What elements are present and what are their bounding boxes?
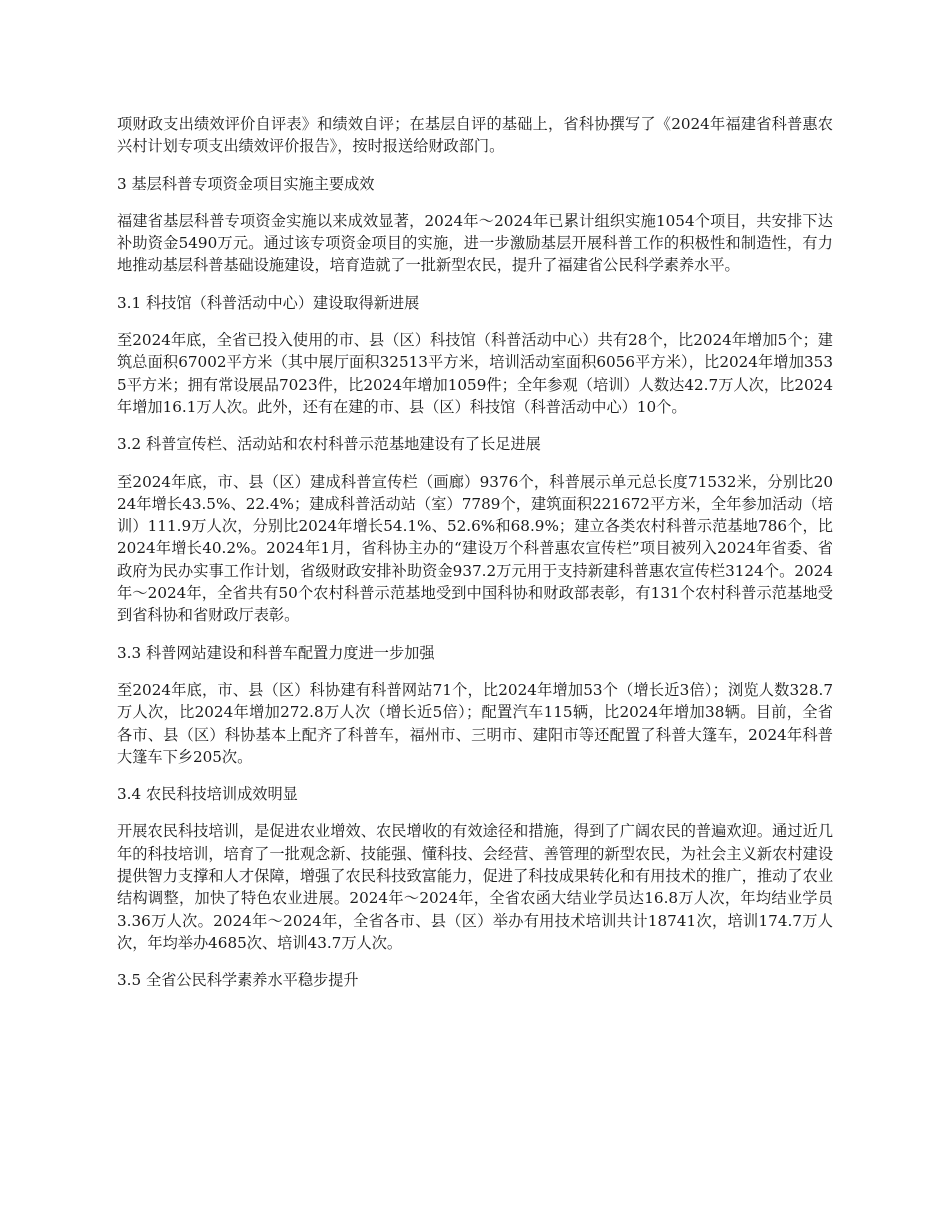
section-3-3-paragraph: 至2024年底，市、县（区）科协建有科普网站71个，比2024年增加53个（增长近3倍）；浏览人数328.7万人次，比2024年增加272.8万人次（增长近5倍）；配置汽车115辆，比2024年增加38辆。目前，全省各市、县（区）科协基本上配齐了科普车，福州市、三明市、建阳市等还配置了科普大篷车，2024年科普大篷车下乡205次。 — [117, 680, 833, 766]
document-page — [117, 113, 833, 1007]
section-3-2-heading: 3.2 科普宣传栏、活动站和农村科普示范基地建设有了长足进展 — [117, 435, 541, 454]
section-3-1-paragraph: 至2024年底，全省已投入使用的市、县（区）科技馆（科普活动中心）共有28个，比2024年增加5个；建筑总面积67002平方米（其中展厅面积32513平方米，培训活动室面积6056平方米），比2024年增加3535平方米；拥有常设展品7023件，比2024年增加1059件；全年参观（培训）人数达42.7万人次，比2024年增加16.1万人次。此外，还有在建的市、县（区）科技馆（科普活动中心）10个。 — [117, 331, 833, 416]
section-3-1-heading: 3.1 科技馆（科普活动中心）建设取得新进展 — [117, 293, 420, 312]
section-3-5-heading: 3.5 全省公民科学素养水平稳步提升 — [117, 971, 359, 990]
section-3-4-heading: 3.4 农民科技培训成效明显 — [117, 785, 298, 804]
paragraph-intro-continued: 项财政支出绩效评价自评表》和绩效自评；在基层自评的基础上，省科协撰写了《2024年福建省科普惠农兴村计划专项支出绩效评价报告》，按时报送给财政部门。 — [117, 115, 833, 156]
section-3-paragraph: 福建省基层科普专项资金实施以来成效显著，2024年～2024年已累计组织实施1054个项目，共安排下达补助资金5490万元。通过该专项资金项目的实施，进一步激励基层开展科普工作的积极性和制造性，有力地推动基层科普基础设施建设，培育造就了一批新型农民，提升了福建省公民科学素养水平。 — [117, 211, 833, 275]
section-3-heading: 3 基层科普专项资金项目实施主要成效 — [117, 174, 375, 193]
section-3-4-paragraph: 开展农民科技培训，是促进农业增效、农民增收的有效途径和措施，得到了广阔农民的普遍欢迎。通过近几年的科技培训，培育了一批观念新、技能强、懂科技、会经营、善管理的新型农民，为社会主义新农村建设提供智力支撑和人才保障，增强了农民科技致富能力，促进了科技成果转化和有用技术的推广，推动了农业结构调整，加快了特色农业进展。2024年～2024年，全省农函大结业学员达16.8万人次，年均结业学员3.36万人次。2024年～2024年，全省各市、县（区）举办有用技术培训共计18741次，培训174.7万人次，年均举办4685次、培训43.7万人次。 — [117, 822, 833, 952]
section-3-2-paragraph: 至2024年底，市、县（区）建成科普宣传栏（画廊）9376个，科普展示单元总长度71532米，分别比2024年增长43.5%、22.4%；建成科普活动站（室）7789个，建筑面积221672平方米，全年参加活动（培训）111.9万人次，分别比2024年增长54.1%、52.6%和68.9%；建立各类农村科普示范基地786个，比2024年增长40.2%。2024年1月，省科协主办的“建设万个科普惠农宣传栏”项目被列入2024年省委、省政府为民办实事工作计划，省级财政安排补助资金937.2万元用于支持新建科普惠农宣传栏3124个。2024年～2024年，全省共有50个农村科普示范基地受到中国科协和财政部表彰，有131个农村科普示范基地受到省科协和省财政厅表彰。 — [117, 472, 833, 625]
section-3-3-heading: 3.3 科普网站建设和科普车配置力度进一步加强 — [117, 643, 435, 662]
